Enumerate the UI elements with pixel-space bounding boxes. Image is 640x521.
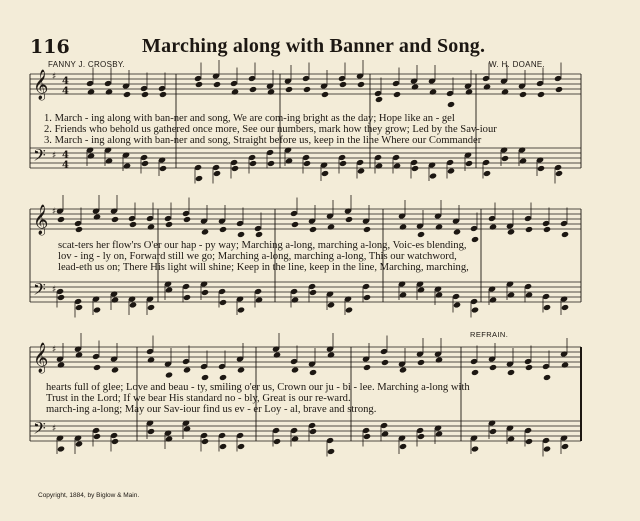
lyric-verse-3: march-ing a-long; May our Sav-iour find us ev - er Loy - al, brave and strong. <box>46 404 377 415</box>
composer-credit: W. H. DOANE. <box>489 60 546 69</box>
svg-text:♯: ♯ <box>52 345 57 355</box>
svg-text:𝄢: 𝄢 <box>33 145 46 169</box>
svg-text:4: 4 <box>62 150 69 161</box>
svg-text:4: 4 <box>62 86 69 97</box>
svg-text:4: 4 <box>62 160 69 171</box>
lyric-verse-1: hearts full of glee; Love and beau - ty, smiling o'er us, Crown our ju - bi - lee. Marching a-long with <box>46 382 470 393</box>
svg-text:♯: ♯ <box>52 72 57 82</box>
svg-text:𝄢: 𝄢 <box>33 418 46 442</box>
lyric-verse-2: lov - ing - ly on, Forward still we go; Marching a-long, marching a-long, This our watchword, <box>58 251 457 262</box>
svg-text:𝄞: 𝄞 <box>33 343 49 373</box>
hymn-title: Marching along with Banner and Song. <box>142 35 486 57</box>
svg-text:♯: ♯ <box>52 285 57 295</box>
svg-text:4: 4 <box>62 76 69 87</box>
lyric-verse-3: 3. March - ing along with ban-ner and song, Straight before us, keep in the line Where our Commander <box>44 135 482 146</box>
svg-text:♯: ♯ <box>52 424 57 434</box>
svg-text:♯: ♯ <box>52 151 57 161</box>
lyricist-credit: FANNY J. CROSBY. <box>48 60 125 69</box>
lyric-verse-1: scat-ters her flow'rs O'er our hap - py way; Marching a-long, marching a-long, Voic-es blending, <box>58 240 467 251</box>
svg-text:𝄢: 𝄢 <box>33 279 46 303</box>
refrain-label: REFRAIN. <box>470 330 509 339</box>
svg-text:𝄞: 𝄞 <box>33 205 49 235</box>
svg-text:𝄞: 𝄞 <box>33 70 49 100</box>
page-number: 116 <box>30 36 70 58</box>
lyric-verse-3: lead-eth us on; There His light will shine; Keep in the line, keep in the line, Marching, marching, <box>58 262 469 273</box>
lyric-verse-2: Trust in the Lord; If we bear His standard no - bly, Great is our re-ward. <box>46 393 351 404</box>
copyright-notice: Copyright, 1884, by Biglow & Main. <box>38 492 140 499</box>
lyric-verse-1: 1. March - ing along with ban-ner and song, We are com-ing bright as the day; Hope like an - gel <box>44 113 455 124</box>
lyric-verse-2: 2. Friends who behold us gathered once more, See our numbers, mark how they grow; Led by the Sav-iour <box>44 124 497 135</box>
svg-text:♯: ♯ <box>52 207 57 217</box>
